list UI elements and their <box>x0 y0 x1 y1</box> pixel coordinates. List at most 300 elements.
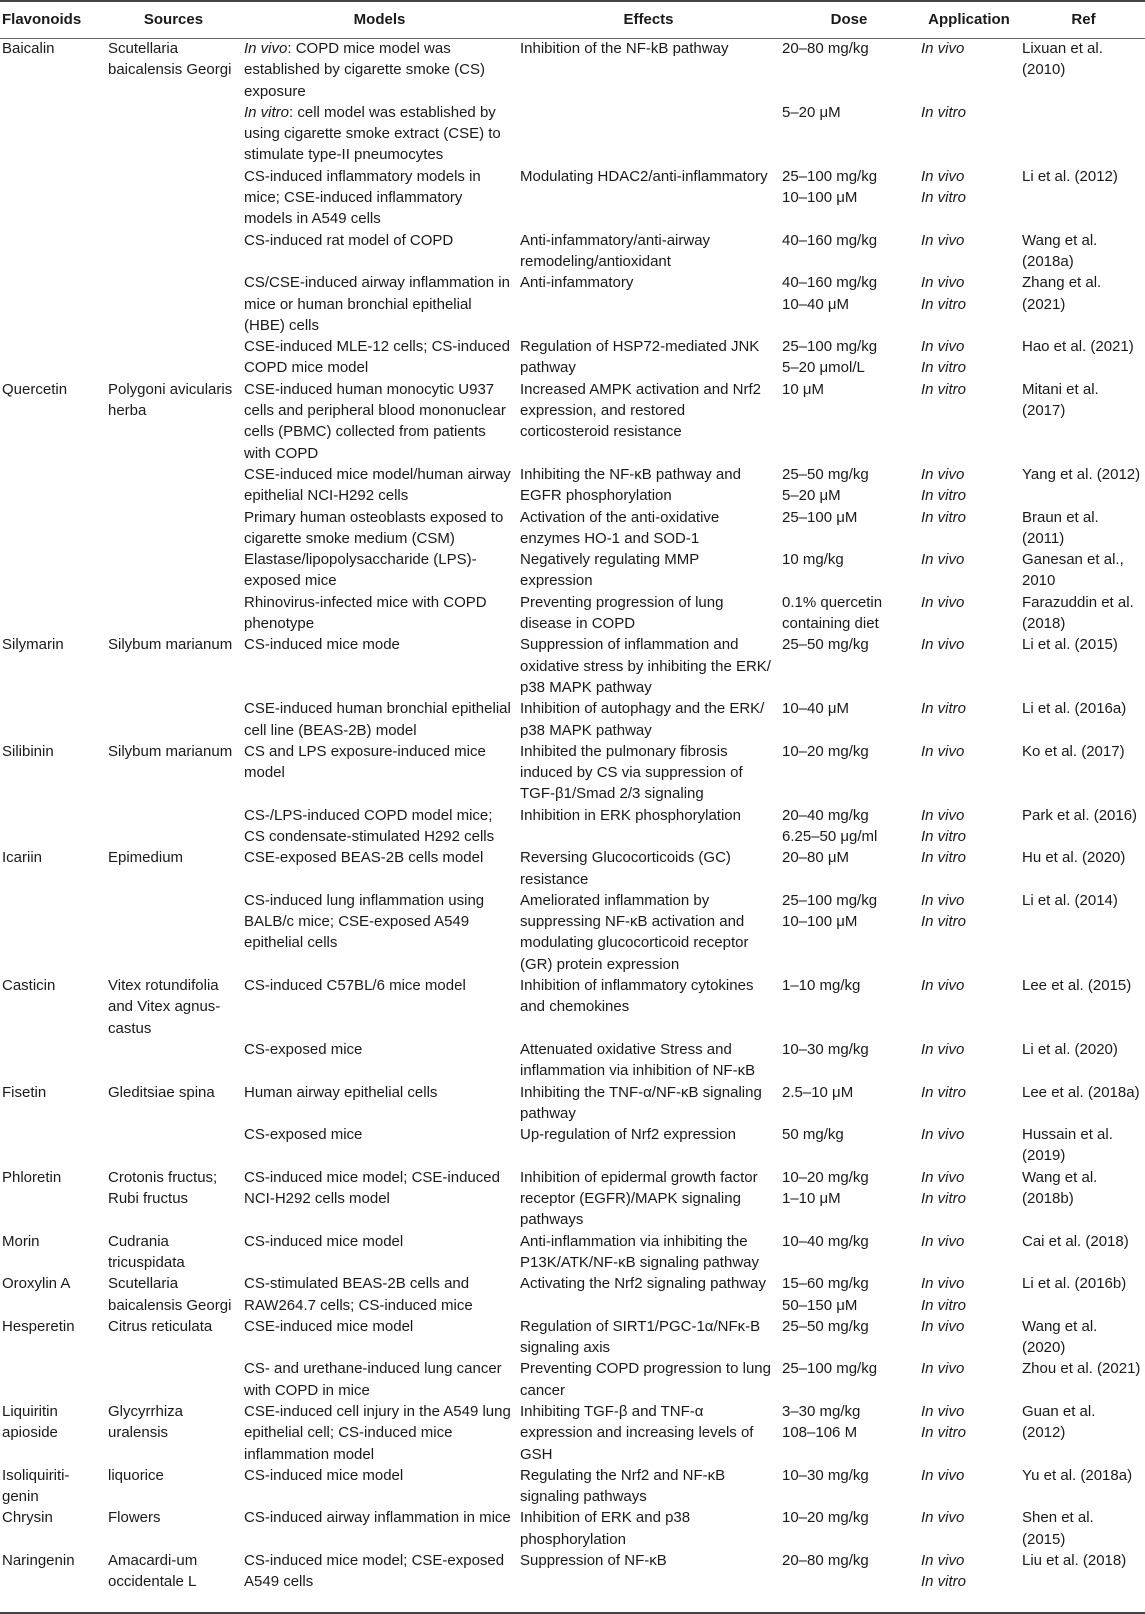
ref-cell <box>1017 1550 1145 1593</box>
application-cell-text: In vivo <box>921 1232 965 1250</box>
application-cell <box>916 1124 1017 1167</box>
dose-cell <box>777 1082 916 1125</box>
flavonoid-cell <box>0 1273 103 1316</box>
application-cell-text: In vivo <box>921 1509 965 1527</box>
flavonoid-cell <box>0 1358 103 1401</box>
source-cell-text: Citrus reticulata <box>108 1317 213 1335</box>
dose-cell-text: 10–20 mg/kg <box>782 1168 869 1186</box>
dose-cell-text: 1–10 mg/kg <box>782 977 861 995</box>
model-text: CSE-induced mice model <box>244 1317 414 1335</box>
application-cell-text: In vitro <box>921 913 967 931</box>
table-row <box>0 805 1145 848</box>
effect-cell <box>515 379 777 464</box>
ref-cell <box>1017 1124 1145 1167</box>
effect-cell <box>515 741 777 805</box>
model-cell <box>239 890 515 975</box>
source-cell <box>103 847 239 890</box>
ref-cell <box>1017 1401 1145 1465</box>
ref-cell-text: Li et al. (2012) <box>1022 167 1118 185</box>
effect-cell-text: Anti-infammatory <box>520 274 634 292</box>
effect-cell-text: Anti-infammatory/anti-airway remodeling/antioxidant <box>520 231 711 270</box>
effect-cell-text: Negatively regulating MMP expression <box>520 551 699 590</box>
model-text: CS-induced lung inflammation using BALB/c mice; CSE-exposed A549 epithelial cells <box>244 891 485 952</box>
ref-cell <box>1017 230 1145 273</box>
model-text: CS-induced inflammatory models in mice; CSE-induced inflammatory models in A549 cells <box>244 167 481 228</box>
model-text: CS-exposed mice <box>244 1040 363 1058</box>
dose-cell-text: 5–20 μmol/L <box>782 359 865 377</box>
source-cell-text: Silybum marianum <box>108 636 233 654</box>
model-text: CSE-induced mice model/human airway epithelial NCI-H292 cells <box>244 465 511 505</box>
application-cell <box>916 1465 1017 1508</box>
table-row <box>0 592 1145 635</box>
dose-cell-text: 25–50 mg/kg <box>782 1317 869 1335</box>
table-row <box>0 1082 1145 1125</box>
effect-cell <box>515 1465 777 1508</box>
dose-cell-text: 10–40 mg/kg <box>782 1232 869 1250</box>
application-cell <box>916 1401 1017 1465</box>
application-cell <box>916 166 1017 230</box>
dose-cell-text: 40–160 mg/kg <box>782 231 878 249</box>
model-text: CS-induced mice model <box>244 1232 404 1250</box>
source-cell-text: Scutellaria baicalensis Georgi <box>108 40 232 79</box>
source-cell <box>103 975 239 1039</box>
ref-cell <box>1017 336 1145 379</box>
application-cell-text: In vivo <box>921 891 965 909</box>
source-cell <box>103 592 239 635</box>
dose-cell-text: 20–80 mg/kg <box>782 1552 869 1570</box>
effect-cell-text: Inhibiting the NF-κB pathway and EGFR phosphorylation <box>520 465 741 505</box>
source-cell <box>103 1465 239 1508</box>
ref-cell <box>1017 272 1145 336</box>
flavonoid-cell <box>0 38 103 102</box>
table-row <box>0 1124 1145 1167</box>
model-cell <box>239 1082 515 1125</box>
application-cell-text: In vivo <box>921 465 965 483</box>
flavonoid-cell <box>0 592 103 635</box>
application-cell <box>916 634 1017 698</box>
application-cell-text: In vitro <box>921 359 967 377</box>
source-cell-text: Cudrania tricuspidata <box>108 1232 185 1271</box>
dose-cell-text: 25–100 mg/kg <box>782 167 878 185</box>
dose-cell <box>777 272 916 336</box>
ref-cell-text: Cai et al. (2018) <box>1022 1232 1129 1250</box>
flavonoid-cell <box>0 698 103 741</box>
source-cell <box>103 336 239 379</box>
model-text: CS-induced mice model; CSE-exposed A549 cells <box>244 1552 505 1591</box>
ref-cell <box>1017 1507 1145 1550</box>
application-cell-text: In vivo <box>921 1466 965 1484</box>
model-text: Rhinovirus-infected mice with COPD phenotype <box>244 593 487 633</box>
ref-cell <box>1017 847 1145 890</box>
application-cell <box>916 741 1017 805</box>
effect-cell-text: Inhibition in ERK phosphorylation <box>520 806 741 824</box>
model-cell <box>239 1039 515 1082</box>
dose-cell-text: 10–20 mg/kg <box>782 742 869 760</box>
effect-cell <box>515 698 777 741</box>
dose-cell-text: 25–100 μM <box>782 508 858 526</box>
effect-cell-text: Preventing progression of lung disease in COPD <box>520 593 724 633</box>
flavonoid-cell-text: Silymarin <box>2 636 64 654</box>
application-cell <box>916 549 1017 592</box>
effect-cell <box>515 1401 777 1465</box>
application-cell-text: In vivo <box>921 167 965 185</box>
dose-cell-text: 50–150 μM <box>782 1296 858 1314</box>
model-cell <box>239 805 515 848</box>
source-cell <box>103 1082 239 1125</box>
table-row <box>0 1273 1145 1316</box>
model-text: Primary human osteoblasts exposed to cigarette smoke medium (CSM) <box>244 508 504 547</box>
model-cell <box>239 1550 515 1593</box>
application-cell <box>916 1358 1017 1401</box>
source-cell-text: Silybum marianum <box>108 742 233 760</box>
ref-cell <box>1017 634 1145 698</box>
source-cell-text: Epimedium <box>108 849 184 867</box>
application-cell <box>916 890 1017 975</box>
dose-cell <box>777 336 916 379</box>
table-row <box>0 272 1145 336</box>
flavonoid-cell <box>0 102 103 166</box>
model-cell <box>239 975 515 1039</box>
dose-cell <box>777 1401 916 1465</box>
dose-cell <box>777 464 916 507</box>
dose-cell-text: 25–50 mg/kg <box>782 636 869 654</box>
flavonoid-cell-text: Quercetin <box>2 380 68 398</box>
source-cell <box>103 890 239 975</box>
ref-cell <box>1017 1316 1145 1359</box>
ref-cell-text: Lee et al. (2018a) <box>1022 1083 1140 1101</box>
effect-cell <box>515 336 777 379</box>
table-row <box>0 1465 1145 1508</box>
source-cell <box>103 102 239 166</box>
dose-cell-text: 108–106 M <box>782 1424 858 1442</box>
source-cell-text: Flowers <box>108 1509 161 1527</box>
flavonoid-cell <box>0 1167 103 1231</box>
dose-cell <box>777 230 916 273</box>
ref-cell <box>1017 805 1145 848</box>
effect-cell-text: Inhibited the pulmonary fibrosis induced by CS via suppression of TGF-β1/Smad 2/3 signaling <box>520 742 743 803</box>
source-cell <box>103 698 239 741</box>
dose-cell <box>777 698 916 741</box>
table-row <box>0 847 1145 890</box>
dose-cell <box>777 379 916 464</box>
ref-cell <box>1017 1358 1145 1401</box>
header-dose: Dose <box>830 11 868 29</box>
dose-cell <box>777 890 916 975</box>
effect-cell <box>515 1273 777 1316</box>
effect-cell-text: Suppression of NF-κB <box>520 1552 667 1570</box>
effect-cell <box>515 38 777 102</box>
application-cell <box>916 38 1017 102</box>
flavonoid-cell-text: Naringenin <box>2 1552 75 1570</box>
table-row <box>0 102 1145 166</box>
application-cell <box>916 336 1017 379</box>
flavonoid-cell <box>0 507 103 550</box>
ref-cell-text: Guan et al. (2012) <box>1022 1403 1096 1442</box>
flavonoid-cell <box>0 379 103 464</box>
source-cell-text: Crotonis fructus; Rubi fructus <box>108 1168 218 1208</box>
ref-cell-text: Zhang et al. (2021) <box>1022 274 1102 313</box>
source-cell <box>103 230 239 273</box>
application-cell-text: In vivo <box>921 742 965 760</box>
model-cell <box>239 549 515 592</box>
header-sources: Sources <box>143 11 204 29</box>
model-text: CS/CSE-induced airway inflammation in mice or human bronchial epithelial (HBE) cells <box>244 274 510 334</box>
source-cell-text: Glycyrrhiza uralensis <box>108 1403 184 1442</box>
model-cell <box>239 336 515 379</box>
effect-cell <box>515 805 777 848</box>
application-cell-text: In vivo <box>921 1317 965 1335</box>
model-cell <box>239 102 515 166</box>
table-row <box>0 230 1145 273</box>
model-cell <box>239 1358 515 1401</box>
effect-cell <box>515 272 777 336</box>
ref-cell <box>1017 1167 1145 1231</box>
model-text: CS-induced mice model <box>244 1466 404 1484</box>
model-text: CS-/LPS-induced COPD model mice; CS condensate-stimulated H292 cells <box>244 806 495 845</box>
table-body <box>0 38 1145 1593</box>
source-cell <box>103 464 239 507</box>
effect-cell <box>515 592 777 635</box>
application-cell-text: In vitro <box>921 380 967 398</box>
dose-cell <box>777 1124 916 1167</box>
header-models: Models <box>353 11 406 29</box>
source-cell <box>103 379 239 464</box>
model-text: : COPD mice model was established by cigarette smoke (CS) exposure <box>244 40 485 100</box>
flavonoid-cell-text: Phloretin <box>2 1168 62 1186</box>
dose-cell-text: 10 mg/kg <box>782 551 844 569</box>
model-prefix: In vivo <box>244 40 288 57</box>
source-cell-text: Amacardi-um occidentale L <box>108 1552 198 1591</box>
header-application: Application <box>928 11 1010 29</box>
application-cell <box>916 1082 1017 1125</box>
header-ref: Ref <box>1071 11 1096 29</box>
model-cell <box>239 1465 515 1508</box>
effect-cell <box>515 1231 777 1274</box>
application-cell <box>916 1507 1017 1550</box>
model-text: CS- and urethane-induced lung cancer with COPD in mice <box>244 1360 502 1399</box>
dose-cell-text: 20–80 μM <box>782 849 850 867</box>
ref-cell <box>1017 38 1145 102</box>
source-cell <box>103 1550 239 1593</box>
application-cell-text: In vitro <box>921 103 967 121</box>
model-cell <box>239 230 515 273</box>
model-cell <box>239 847 515 890</box>
table-row <box>0 464 1145 507</box>
dose-cell <box>777 507 916 550</box>
application-cell-text: In vivo <box>921 977 965 995</box>
source-cell <box>103 507 239 550</box>
flavonoid-cell <box>0 634 103 698</box>
source-cell <box>103 805 239 848</box>
effect-cell-text: Anti-inflammation via inhibiting the P13K/ATK/NF-κB signaling pathway <box>520 1232 759 1271</box>
model-text: CS-induced mice mode <box>244 636 400 654</box>
table-row <box>0 1167 1145 1231</box>
ref-cell <box>1017 464 1145 507</box>
application-cell-text: In vitro <box>921 700 967 718</box>
ref-cell <box>1017 592 1145 635</box>
effect-cell <box>515 549 777 592</box>
model-cell <box>239 272 515 336</box>
effect-cell <box>515 1507 777 1550</box>
ref-cell-text: Zhou et al. (2021) <box>1022 1360 1141 1378</box>
dose-cell-text: 10–40 μM <box>782 700 850 718</box>
model-text: CS-induced mice model; CSE-induced NCI-H292 cells model <box>244 1168 500 1208</box>
application-cell-text: In vivo <box>921 1040 965 1058</box>
effect-cell-text: Increased AMPK activation and Nrf2 expression, and restored corticosteroid resistance <box>520 380 761 441</box>
application-cell <box>916 379 1017 464</box>
effect-cell <box>515 1082 777 1125</box>
ref-cell-text: Park et al. (2016) <box>1022 806 1138 824</box>
model-text: CSE-induced cell injury in the A549 lung epithelial cell; CS-induced mice inflammation model <box>244 1403 511 1463</box>
application-cell <box>916 507 1017 550</box>
flavonoid-cell <box>0 272 103 336</box>
application-cell-text: In vivo <box>921 1168 965 1186</box>
ref-cell <box>1017 975 1145 1039</box>
dose-cell-text: 10–30 mg/kg <box>782 1466 869 1484</box>
header-effects: Effects <box>623 11 674 29</box>
source-cell-text: liquorice <box>108 1466 164 1484</box>
application-cell-text: In vitro <box>921 1083 967 1101</box>
ref-cell-text: Li et al. (2016a) <box>1022 700 1127 718</box>
effect-cell <box>515 975 777 1039</box>
effect-cell-text: Inhibition of inflammatory cytokines and chemokines <box>520 977 754 1016</box>
flavonoid-table <box>0 2 1145 1593</box>
dose-cell-text: 6.25–50 μg/ml <box>782 827 878 845</box>
model-text: CS-exposed mice <box>244 1126 363 1144</box>
dose-cell-text: 20–40 mg/kg <box>782 806 869 824</box>
model-cell <box>239 38 515 102</box>
effect-cell-text: Inhibition of epidermal growth factor receptor (EGFR)/MAPK signaling pathways <box>520 1168 758 1229</box>
application-cell <box>916 975 1017 1039</box>
application-cell-text: In vivo <box>921 274 965 292</box>
application-cell <box>916 1039 1017 1082</box>
application-cell-text: In vivo <box>921 40 965 57</box>
effect-cell <box>515 847 777 890</box>
ref-cell-text: Lee et al. (2015) <box>1022 977 1132 995</box>
application-cell-text: In vivo <box>921 806 965 824</box>
table-row <box>0 975 1145 1039</box>
effect-cell-text: Activation of the anti-oxidative enzymes HO-1 and SOD-1 <box>520 508 720 547</box>
source-cell-text: Vitex rotundifolia and Vitex agnus-castus <box>108 977 221 1037</box>
ref-cell-text: Ganesan et al., 2010 <box>1022 551 1124 590</box>
model-cell <box>239 1401 515 1465</box>
table-row <box>0 1358 1145 1401</box>
flavonoid-cell <box>0 890 103 975</box>
dose-cell <box>777 975 916 1039</box>
table-row <box>0 741 1145 805</box>
ref-cell <box>1017 166 1145 230</box>
application-cell <box>916 847 1017 890</box>
effect-cell-text: Regulation of SIRT1/PGC-1α/NFκ-B signaling axis <box>520 1317 761 1357</box>
ref-cell-text: Yang et al. (2012) <box>1022 465 1141 483</box>
ref-cell-text: Li et al. (2014) <box>1022 891 1118 909</box>
flavonoid-cell <box>0 847 103 890</box>
effect-cell <box>515 507 777 550</box>
ref-cell-text: Lixuan et al. (2010) <box>1022 40 1103 79</box>
source-cell <box>103 1167 239 1231</box>
table-row <box>0 38 1145 102</box>
table-row <box>0 549 1145 592</box>
dose-cell <box>777 102 916 166</box>
dose-cell <box>777 1231 916 1274</box>
application-cell <box>916 1316 1017 1359</box>
source-cell <box>103 166 239 230</box>
effect-cell <box>515 102 777 166</box>
header-flavonoids: Flavonoids <box>2 11 82 29</box>
dose-cell <box>777 166 916 230</box>
table-row <box>0 1316 1145 1359</box>
source-cell <box>103 1358 239 1401</box>
ref-cell-text: Wang et al. (2018a) <box>1022 231 1098 270</box>
application-cell <box>916 230 1017 273</box>
application-cell <box>916 805 1017 848</box>
ref-cell-text: Braun et al. (2011) <box>1022 508 1099 547</box>
flavonoid-cell <box>0 336 103 379</box>
model-text: CSE-induced human bronchial epithelial cell line (BEAS-2B) model <box>244 700 511 739</box>
application-cell-text: In vitro <box>921 1190 967 1208</box>
application-cell <box>916 272 1017 336</box>
application-cell-text: In vitro <box>921 1296 967 1314</box>
source-cell <box>103 549 239 592</box>
source-cell-text: Gleditsiae spina <box>108 1083 215 1101</box>
dose-cell-text: 10–100 μM <box>782 913 858 931</box>
dose-cell-text: 25–100 mg/kg <box>782 1360 878 1378</box>
model-cell <box>239 464 515 507</box>
ref-cell <box>1017 890 1145 975</box>
application-cell-text: In vivo <box>921 1126 965 1144</box>
flavonoid-cell <box>0 805 103 848</box>
dose-cell <box>777 805 916 848</box>
application-cell <box>916 1273 1017 1316</box>
model-text: Human airway epithelial cells <box>244 1083 438 1101</box>
model-cell <box>239 1273 515 1316</box>
dose-cell-text: 50 mg/kg <box>782 1126 844 1144</box>
ref-cell-text: Shen et al. (2015) <box>1022 1509 1094 1548</box>
model-cell <box>239 1124 515 1167</box>
dose-cell <box>777 634 916 698</box>
model-cell <box>239 379 515 464</box>
dose-cell-text: 25–100 mg/kg <box>782 891 878 909</box>
model-text: CS-induced C57BL/6 mice model <box>244 977 466 995</box>
model-text: CS-induced airway inflammation in mice <box>244 1509 511 1527</box>
model-prefix: In vitro <box>244 103 290 121</box>
application-cell-text: In vivo <box>921 1403 965 1420</box>
flavonoid-cell-text: Oroxylin A <box>2 1275 71 1293</box>
table-row <box>0 698 1145 741</box>
effect-cell-text: Inhibition of the NF-kB pathway <box>520 40 729 57</box>
source-cell-text: Scutellaria baicalensis Georgi <box>108 1275 232 1314</box>
flavonoid-cell <box>0 1316 103 1359</box>
table-row <box>0 890 1145 975</box>
source-cell <box>103 38 239 102</box>
table-row <box>0 507 1145 550</box>
effect-cell-text: Suppression of inflammation and oxidative stress by inhibiting the ERK/ p38 MAPK pathway <box>520 636 771 696</box>
application-cell <box>916 1231 1017 1274</box>
effect-cell-text: Attenuated oxidative Stress and inflammation via inhibition of NF-κB <box>520 1040 756 1080</box>
effect-cell <box>515 1167 777 1231</box>
flavonoid-cell <box>0 464 103 507</box>
application-cell-text: In vivo <box>921 1552 965 1570</box>
effect-cell <box>515 634 777 698</box>
effect-cell <box>515 890 777 975</box>
effect-cell-text: Ameliorated inflammation by suppressing NF-κB activation and modulating glucocorticoid receptor (GR) protein expression <box>520 891 749 973</box>
flavonoid-cell <box>0 166 103 230</box>
effect-cell <box>515 1358 777 1401</box>
model-cell <box>239 166 515 230</box>
application-cell <box>916 102 1017 166</box>
dose-cell-text: 25–100 mg/kg <box>782 338 878 356</box>
application-cell-text: In vivo <box>921 636 965 654</box>
